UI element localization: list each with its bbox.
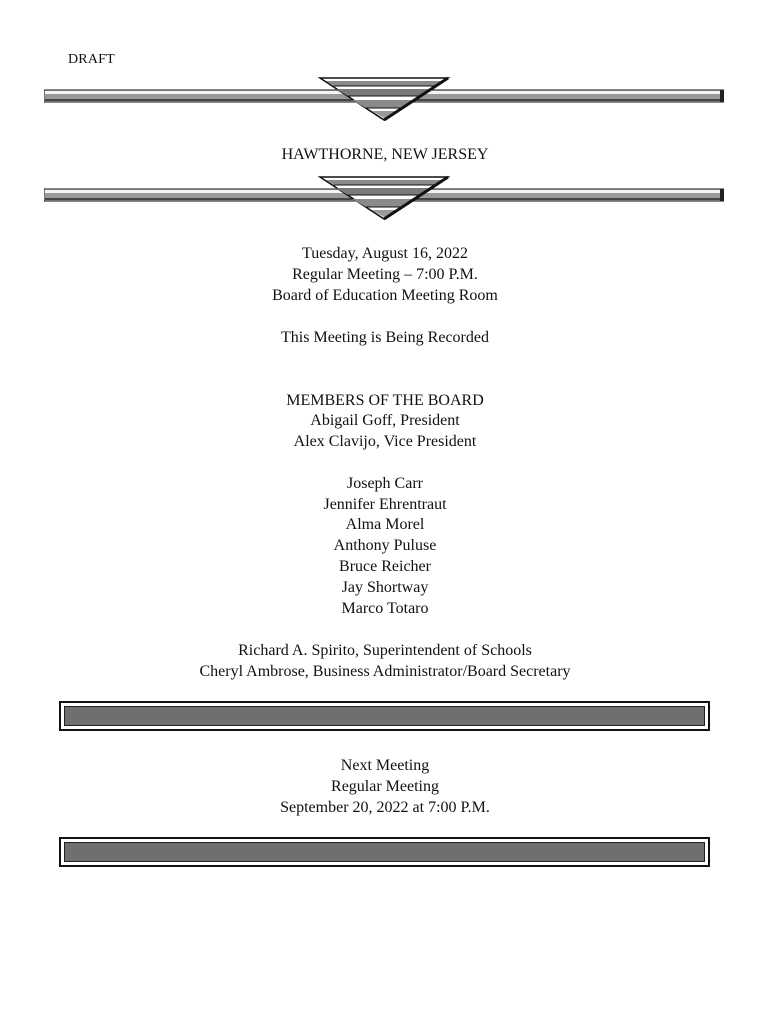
section-bar-fill <box>64 842 705 862</box>
recording-notice: This Meeting is Being Recorded <box>281 329 489 346</box>
board-member: Marco Totaro <box>341 600 429 617</box>
next-meeting-datetime: September 20, 2022 at 7:00 P.M. <box>280 799 490 816</box>
decorative-divider-top <box>44 74 724 122</box>
next-meeting-heading: Next Meeting <box>340 757 430 774</box>
decorative-divider-middle <box>44 173 724 221</box>
board-member: Joseph Carr <box>347 475 423 492</box>
board-officer: Alex Clavijo, Vice President <box>293 433 477 450</box>
board-member: Alma Morel <box>345 516 425 533</box>
section-bar-upper <box>59 701 710 731</box>
meeting-type-time: Regular Meeting – 7:00 P.M. <box>292 266 478 283</box>
meeting-location: Board of Education Meeting Room <box>272 287 498 304</box>
superintendent: Richard A. Spirito, Superintendent of Schools <box>238 642 532 659</box>
board-member: Jennifer Ehrentraut <box>323 496 447 513</box>
section-bar-lower <box>59 837 710 867</box>
draft-label: DRAFT <box>68 52 115 67</box>
board-member: Jay Shortway <box>341 579 429 596</box>
board-member: Anthony Puluse <box>333 537 437 554</box>
meeting-date: Tuesday, August 16, 2022 <box>302 245 468 262</box>
board-member: Bruce Reicher <box>339 558 431 575</box>
next-meeting-type: Regular Meeting <box>331 778 439 795</box>
section-bar-fill <box>64 706 705 726</box>
board-officer: Abigail Goff, President <box>310 412 460 429</box>
board-heading: MEMBERS OF THE BOARD <box>286 392 484 409</box>
district-heading: HAWTHORNE, NEW JERSEY <box>281 146 489 163</box>
business-administrator: Cheryl Ambrose, Business Administrator/Board Secretary <box>199 663 571 680</box>
